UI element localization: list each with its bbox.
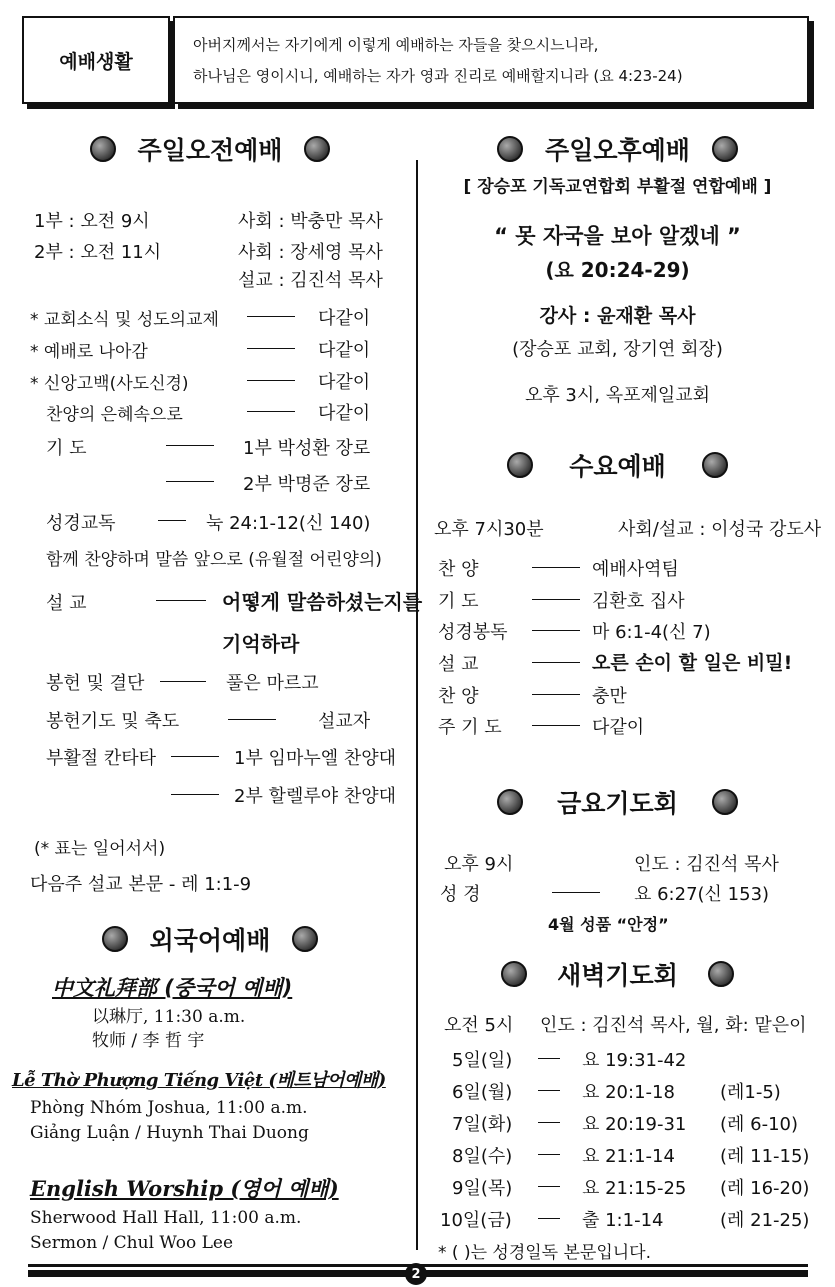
dash-separator	[166, 481, 214, 482]
afternoon-subtitle: [ 장승포 기독교연합회 부활절 연합예배 ]	[463, 177, 772, 197]
monthly-character: 4월 성품 “안정”	[548, 915, 669, 934]
vietnamese-line-1: Phòng Nhóm Joshua, 11:00 a.m.	[30, 1098, 308, 1118]
header-verse-box	[173, 16, 809, 104]
offering-prayer-label: 봉헌기도 및 축도	[46, 711, 180, 732]
dash-separator	[538, 1186, 560, 1187]
dash-separator	[532, 567, 580, 568]
prayer-label: 기 도	[46, 438, 87, 459]
dash-separator	[552, 892, 600, 893]
friday-heading	[430, 785, 805, 819]
dawn-title: 새벽기도회	[557, 961, 678, 990]
dawn-row-day: 6일(월)	[452, 1082, 513, 1103]
dawn-row-day: 9일(목)	[452, 1178, 513, 1199]
dash-separator	[247, 316, 295, 317]
page-number: 2	[405, 1263, 427, 1285]
dawn-row-day: 10일(금)	[440, 1210, 512, 1231]
reading-value: 눅 24:1-12(신 140)	[206, 513, 371, 534]
dash-separator	[156, 600, 206, 601]
bullet-circle-icon	[708, 961, 734, 987]
afternoon-title: 주일오후예배	[545, 136, 690, 165]
order-item-label: * 예배로 나아감	[30, 342, 148, 362]
afternoon-heading	[430, 132, 805, 166]
dawn-row-day: 7일(화)	[452, 1114, 513, 1135]
wed-item-value: 다같이	[592, 717, 645, 738]
bullet-circle-icon	[292, 926, 318, 952]
cantata-2: 2부 할렐루야 찬양대	[234, 786, 396, 807]
offering-prayer-value: 설교자	[318, 711, 371, 732]
wednesday-time: 오후 7시30분	[434, 519, 544, 540]
dawn-note: * ( )는 성경일독 본문입니다.	[438, 1243, 652, 1263]
wed-item-value: 마 6:1-4(신 7)	[592, 622, 711, 643]
dawn-row-extra: (레 16-20)	[720, 1178, 810, 1199]
bullet-circle-icon	[501, 961, 527, 987]
dash-separator	[538, 1058, 560, 1059]
dawn-row-text: 출 1:1-14	[582, 1210, 664, 1231]
column-divider	[416, 160, 418, 1250]
dash-separator	[160, 681, 206, 682]
bullet-circle-icon	[497, 136, 523, 162]
dash-separator	[538, 1154, 560, 1155]
dash-separator	[166, 445, 214, 446]
afternoon-speaker-info: (장승포 교회, 장기연 회장)	[512, 339, 723, 360]
cantata-label: 부활절 칸타타	[46, 748, 157, 769]
english-line-2: Sermon / Chul Woo Lee	[30, 1233, 234, 1253]
wed-item-label: 설 교	[438, 654, 479, 675]
dawn-leader: 인도 : 김진석 목사, 월, 화: 맡은이	[540, 1015, 807, 1036]
wed-item-label: 찬 양	[438, 559, 479, 580]
dash-separator	[532, 599, 580, 600]
dawn-row-extra: (레 11-15)	[720, 1146, 810, 1167]
wednesday-host: 사회/설교 : 이성국 강도사	[618, 519, 822, 540]
dawn-row-extra: (레1-5)	[720, 1082, 781, 1103]
service-2-time: 2부 : 오전 11시	[34, 242, 162, 263]
wed-item-label: 성경봉독	[438, 622, 508, 643]
dash-separator	[171, 794, 219, 795]
prayer-2: 2부 박명준 장로	[243, 474, 371, 495]
prayer-1: 1부 박성환 장로	[243, 438, 371, 459]
dash-separator	[532, 630, 580, 631]
bullet-circle-icon	[702, 452, 728, 478]
english-line-1: Sherwood Hall Hall, 11:00 a.m.	[30, 1208, 302, 1228]
header-label: 예배생활	[59, 50, 133, 73]
dawn-time: 오전 5시	[444, 1015, 514, 1036]
bullet-circle-icon	[712, 789, 738, 815]
sermon-label: 설 교	[46, 593, 87, 614]
dash-separator	[247, 380, 295, 381]
foreign-title: 외국어예배	[149, 926, 271, 955]
sermon-title-1: 어떻게 말씀하셨는지를	[222, 590, 423, 614]
order-item-label: * 신앙고백(사도신경)	[30, 374, 189, 394]
morning-preacher: 설교 : 김진석 목사	[238, 270, 383, 291]
dawn-row-day: 5일(일)	[452, 1050, 513, 1071]
order-item-label: 찬양의 은혜속으로	[46, 405, 183, 425]
dawn-row-day: 8일(수)	[452, 1146, 513, 1167]
wed-item-label: 기 도	[438, 591, 479, 612]
friday-time: 오후 9시	[444, 854, 514, 875]
afternoon-scripture: (요 20:24-29)	[545, 258, 690, 282]
service-2-host: 사회 : 장세영 목사	[238, 242, 383, 263]
wed-sermon-title: 오른 손이 할 일은 비밀!	[592, 652, 793, 674]
dawn-row-extra: (레 21-25)	[720, 1210, 810, 1231]
dash-separator	[532, 694, 580, 695]
dash-separator	[247, 348, 295, 349]
friday-title: 금요기도회	[557, 789, 678, 818]
morning-title: 주일오전예배	[137, 136, 283, 165]
chinese-title: 中文礼拜部 (중국어 예배)	[52, 976, 293, 1000]
dawn-row-text: 요 20:1-18	[582, 1082, 675, 1103]
dawn-row-extra: (레 6-10)	[720, 1114, 799, 1135]
foreign-heading	[30, 922, 390, 956]
dash-separator	[532, 725, 580, 726]
next-sermon: 다음주 설교 본문 - 레 1:1-9	[30, 874, 252, 895]
dash-separator	[247, 411, 295, 412]
dash-separator	[171, 756, 219, 757]
offering-value: 풀은 마르고	[226, 673, 319, 694]
dash-separator	[538, 1122, 560, 1123]
friday-scripture-label: 성 경	[440, 884, 481, 905]
header-label-box	[22, 16, 170, 104]
friday-leader: 인도 : 김진석 목사	[634, 854, 779, 875]
dash-separator	[532, 662, 580, 663]
chinese-line-2: 牧师 / 李 哲 宇	[92, 1031, 205, 1051]
wed-item-label: 찬 양	[438, 686, 479, 707]
verse-line-1: 아버지께서는 자기에게 이렇게 예배하는 자들을 찾으시느니라,	[193, 36, 599, 54]
order-item-value: 다같이	[318, 372, 371, 393]
praise-line: 함께 찬양하며 말씀 앞으로 (유월절 어린양의)	[46, 550, 382, 570]
dash-separator	[538, 1090, 560, 1091]
morning-heading	[30, 132, 390, 166]
afternoon-sermon-title: “ 못 자국을 보아 알겠네 ”	[494, 224, 741, 248]
bullet-circle-icon	[102, 926, 128, 952]
wednesday-heading	[430, 448, 805, 482]
order-item-value: 다같이	[318, 403, 371, 424]
order-item-label: * 교회소식 및 성도의교제	[30, 310, 219, 330]
english-title: English Worship (영어 예배)	[30, 1176, 339, 1201]
verse-line-2: 하나님은 영이시니, 예배하는 자가 영과 진리로 예배할지니라 (요 4:23-24)	[193, 67, 683, 85]
order-item-value: 다같이	[318, 340, 371, 361]
wed-item-value: 김환호 집사	[592, 591, 685, 612]
dawn-heading	[430, 957, 805, 991]
wednesday-title: 수요예배	[569, 452, 666, 481]
wed-item-value: 충만	[592, 686, 627, 707]
wed-item-value: 예배사역팀	[592, 559, 679, 580]
sermon-title-2: 기억하라	[222, 632, 300, 656]
afternoon-speaker: 강사 : 윤재환 목사	[539, 305, 696, 327]
service-1-time: 1부 : 오전 9시	[34, 211, 150, 232]
vietnamese-line-2: Giảng Luận / Huynh Thai Duong	[30, 1123, 309, 1143]
order-item-value: 다같이	[318, 308, 371, 329]
vietnamese-title: Lễ Thờ Phượng Tiếng Việt (베트남어예배)	[12, 1070, 386, 1091]
bullet-circle-icon	[507, 452, 533, 478]
wed-item-label: 주 기 도	[438, 717, 502, 738]
offering-label: 봉헌 및 결단	[46, 673, 145, 694]
dawn-row-text: 요 21:15-25	[582, 1178, 687, 1199]
cantata-1: 1부 임마누엘 찬양대	[234, 748, 396, 769]
dawn-row-text: 요 21:1-14	[582, 1146, 675, 1167]
dawn-row-text: 요 19:31-42	[582, 1050, 687, 1071]
dash-separator	[158, 520, 186, 521]
service-1-host: 사회 : 박충만 목사	[238, 211, 383, 232]
bullet-circle-icon	[497, 789, 523, 815]
reading-label: 성경교독	[46, 513, 116, 534]
bullet-circle-icon	[712, 136, 738, 162]
dawn-row-text: 요 20:19-31	[582, 1114, 687, 1135]
friday-scripture-value: 요 6:27(신 153)	[634, 884, 770, 905]
chinese-line-1: 以琳厅, 11:30 a.m.	[92, 1007, 246, 1027]
afternoon-time-place: 오후 3시, 옥포제일교회	[524, 385, 711, 406]
bullet-circle-icon	[304, 136, 330, 162]
bullet-circle-icon	[90, 136, 116, 162]
standing-note: (* 표는 일어서서)	[34, 839, 166, 859]
dash-separator	[538, 1218, 560, 1219]
dash-separator	[228, 719, 276, 720]
